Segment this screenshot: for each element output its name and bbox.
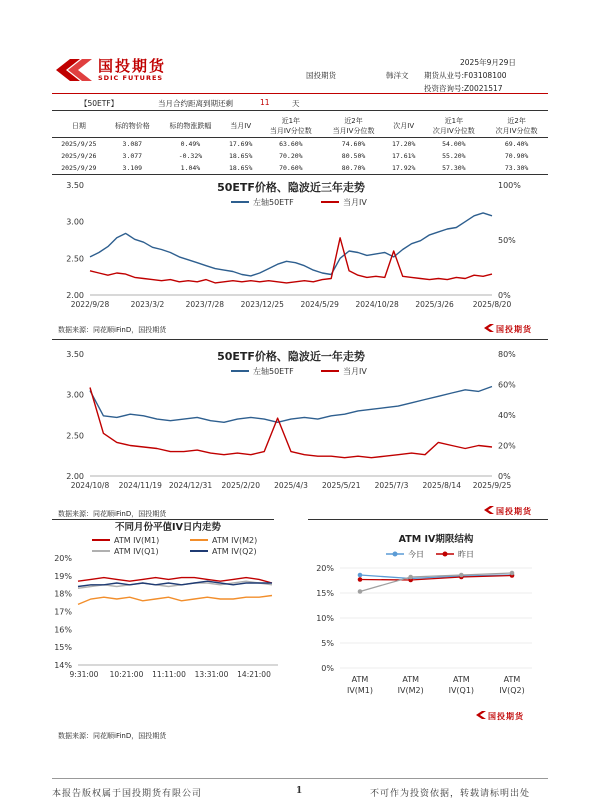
x-tick-label (347, 675, 373, 695)
x-tick-label: 2025/9/25 (472, 481, 512, 490)
table-cell: 17.69% (228, 140, 253, 148)
x-tick-label: 2024/10/28 (355, 300, 399, 309)
legend-label: 当月IV (343, 198, 367, 207)
source-note-2: 数据来源：同花顺iFinD，国投期货 (58, 510, 167, 518)
table-cell: 17.20% (391, 140, 416, 148)
summary-name: 【50ETF】 (80, 99, 119, 108)
table-cell: 3.109 (122, 164, 143, 172)
x-tick-label: 2025/8/14 (422, 481, 461, 490)
x-tick-label: 2025/2/20 (221, 481, 260, 490)
legend-label: 左轴50ETF (253, 198, 294, 207)
y-tick-label: 0% (321, 664, 334, 673)
x-tick-label-line: IV(Q2) (499, 686, 525, 695)
x-tick-label: 2022/9/28 (70, 300, 110, 309)
table-cell: 1.04% (180, 164, 201, 172)
y-left-tick-label: 2.50 (66, 431, 84, 441)
table-cell: 0.49% (180, 140, 201, 148)
chart-title: 50ETF价格、隐波近三年走势 (217, 181, 365, 194)
x-tick-label: 2024/5/29 (300, 300, 339, 309)
y-right-tick-label: 60% (498, 380, 516, 390)
y-right-tick-label: 50% (498, 236, 516, 245)
x-tick-label: 2023/7/28 (185, 300, 225, 309)
series-point (358, 589, 363, 594)
y-tick-label: 5% (321, 639, 334, 648)
table-cell: 18.65% (228, 152, 253, 160)
series-line-1 (90, 238, 492, 283)
legend-label: ATM IV(M2) (212, 536, 258, 545)
legend-label: 昨日 (458, 550, 474, 559)
license-label: 期货从业号: (424, 71, 465, 80)
chart-title: ATM IV期限结构 (398, 534, 474, 545)
y-right-tick-label: 0% (498, 291, 511, 300)
summary-label: 当月合约距离到期还剩 (158, 99, 233, 108)
table-cell: 2025/9/26 (61, 152, 97, 160)
legend-label: 当月IV (343, 367, 367, 376)
page-number: 1 (296, 786, 304, 796)
x-tick-label-line: IV(Q1) (448, 686, 475, 695)
logo-mark-icon (56, 57, 96, 83)
x-tick-label: 2024/11/19 (118, 481, 162, 490)
table-header: 近1年 当月IV分位数 (269, 117, 312, 135)
y-tick-label: 18% (54, 589, 72, 599)
y-tick-label: 19% (54, 571, 72, 581)
x-tick-label (398, 675, 424, 695)
x-tick-label: 13:31:00 (194, 670, 229, 679)
legend-marker (393, 552, 398, 557)
series-point (459, 573, 464, 578)
chart-intraday-iv (52, 520, 282, 690)
y-tick-label: 10% (316, 614, 334, 623)
x-tick-label-line: ATM (402, 675, 419, 684)
table-cell: -0.32% (178, 152, 203, 160)
table-header: 近2年 次月IV分位数 (495, 117, 538, 135)
table-header: 次月IV (393, 122, 415, 130)
chart-title: 不同月份平值IV日内走势 (115, 522, 221, 533)
watermark-2 (484, 506, 532, 517)
divider-2-right (308, 519, 548, 520)
legend-label: ATM IV(Q2) (212, 547, 257, 556)
company-label: 国投期货 (306, 71, 336, 80)
watermark-text: 国投期货 (488, 712, 524, 721)
y-left-tick-label: 3.00 (66, 217, 84, 227)
iv-table (52, 115, 548, 175)
y-right-tick-label: 40% (498, 411, 516, 420)
y-right-tick-label: 20% (498, 441, 516, 451)
table-header: 标的物涨跌幅 (169, 122, 212, 130)
x-tick-label: 10:21:00 (109, 670, 144, 679)
table-cell: 57.30% (442, 164, 466, 172)
table-header-row (52, 115, 548, 138)
watermark-text: 国投期货 (496, 325, 532, 334)
x-tick-label: 11:11:00 (152, 670, 186, 679)
x-tick-label: 2024/10/8 (70, 481, 110, 490)
license-info (424, 70, 507, 81)
advisor-number: Z0021517 (464, 84, 503, 93)
series-line-0 (90, 387, 492, 423)
divider-1 (52, 339, 548, 340)
advisor-label: 投资咨询号: (424, 84, 465, 93)
y-tick-label: 20% (316, 564, 334, 573)
y-right-tick-label: 0% (498, 472, 511, 481)
author-name: 韩洋文 (386, 71, 409, 80)
table-header: 标的物价格 (114, 122, 150, 130)
x-tick-label-line: IV(M1) (346, 686, 374, 695)
x-tick-label-line: IV(M2) (397, 686, 424, 695)
x-tick-label: 2025/3/26 (415, 300, 454, 309)
series-line-0 (90, 213, 492, 276)
x-tick-label-line: ATM (351, 675, 369, 684)
x-tick-label: 9:31:00 (69, 670, 99, 679)
summary-unit: 天 (292, 99, 300, 108)
y-left-tick-label: 3.50 (66, 181, 84, 190)
license-number: F03108100 (464, 71, 507, 80)
x-tick-label: 14:21:00 (237, 670, 271, 679)
series-point (358, 577, 363, 582)
table-row (52, 162, 548, 175)
table-cell: 80.50% (341, 152, 366, 160)
table-cell: 18.65% (228, 164, 253, 172)
table-cell: 2025/9/25 (61, 140, 97, 148)
table-row (52, 138, 548, 151)
watermark-logo-icon (476, 711, 486, 719)
y-right-tick-label: 80% (498, 350, 516, 359)
header-divider (52, 93, 548, 94)
table-cell: 17.92% (391, 164, 416, 172)
x-tick-label: 2023/3/2 (130, 300, 165, 309)
x-tick-label: 2023/12/25 (240, 300, 284, 309)
table-header: 当月IV (230, 122, 252, 130)
table-cell: 54.00% (442, 140, 466, 148)
x-tick-label-line: ATM (503, 675, 521, 684)
y-tick-label: 16% (54, 625, 72, 635)
series-point (408, 575, 413, 580)
y-left-tick-label: 2.00 (66, 472, 84, 481)
y-tick-label: 14% (54, 661, 72, 670)
table-cell: 74.60% (341, 140, 366, 148)
report-date: 2025年9月29日 (460, 58, 516, 67)
y-tick-label: 20% (54, 554, 72, 563)
table-cell: 73.30% (504, 164, 529, 172)
table-cell: 69.40% (504, 140, 529, 148)
y-left-tick-label: 3.50 (66, 350, 84, 359)
table-header: 日期 (71, 122, 86, 130)
chart-three-year (52, 177, 548, 337)
legend-label: 今日 (408, 550, 424, 559)
table-cell: 17.61% (391, 152, 416, 160)
footer-disclaimer: 不可作为投资依据，转载请标明出处 (370, 789, 531, 799)
series-point (510, 571, 515, 576)
y-left-tick-label: 2.50 (66, 254, 84, 264)
table-cell: 55.20% (442, 152, 466, 160)
table-cell: 3.077 (122, 152, 143, 160)
table-cell: 70.60% (279, 164, 303, 172)
y-tick-label: 15% (54, 643, 72, 653)
table-cell: 70.90% (504, 152, 529, 160)
table-cell: 3.087 (122, 140, 143, 148)
legend-label: ATM IV(Q1) (114, 547, 159, 556)
source-note-3: 数据来源：同花顺iFinD，国投期货 (58, 732, 167, 740)
source-note-1: 数据来源：同花顺iFinD，国投期货 (58, 326, 167, 334)
footer-copyright: 本报告版权属于国投期货有限公司 (52, 789, 203, 799)
summary-row (52, 96, 548, 111)
watermark-3 (476, 711, 524, 722)
table-cell: 2025/9/29 (61, 164, 97, 172)
x-tick-label: 2025/8/20 (472, 300, 512, 309)
series-line-1 (78, 596, 272, 605)
table-row (52, 150, 548, 162)
y-left-tick-label: 2.00 (66, 291, 84, 300)
x-tick-label: 2025/5/21 (322, 481, 361, 490)
table-header: 近2年 当月IV分位数 (332, 117, 375, 135)
chart-title: 50ETF价格、隐波近一年走势 (217, 350, 365, 363)
x-tick-label: 2024/12/31 (168, 481, 213, 490)
logo-en: SDIC FUTURES (98, 74, 164, 82)
x-tick-label: 2025/7/3 (374, 481, 409, 490)
footer-divider (52, 778, 548, 779)
watermark-1 (484, 324, 532, 335)
watermark-logo-icon (484, 506, 494, 514)
x-tick-label (449, 675, 474, 695)
y-right-tick-label: 100% (498, 181, 521, 190)
y-left-tick-label: 3.00 (66, 390, 84, 400)
y-tick-label: 15% (316, 589, 334, 598)
table-cell: 80.70% (341, 164, 366, 172)
legend-label: ATM IV(M1) (114, 536, 160, 545)
x-tick-label-line: ATM (453, 675, 470, 684)
table-header: 近1年 次月IV分位数 (432, 117, 475, 135)
series-point (358, 573, 363, 578)
watermark-text: 国投期货 (496, 507, 532, 516)
y-tick-label: 17% (54, 607, 72, 617)
watermark-logo-icon (484, 324, 494, 332)
chart-term-structure (306, 530, 548, 720)
legend-label: 左轴50ETF (253, 367, 294, 376)
logo (56, 55, 196, 85)
table-cell: 63.60% (279, 140, 303, 148)
x-tick-label (499, 675, 524, 695)
table-cell: 70.20% (279, 152, 303, 160)
x-tick-label: 2025/4/3 (274, 481, 308, 490)
logo-cn: 国投期货 (98, 57, 167, 75)
chart-one-year (52, 346, 548, 504)
summary-days: 11 (260, 98, 270, 107)
legend-marker (443, 552, 448, 557)
